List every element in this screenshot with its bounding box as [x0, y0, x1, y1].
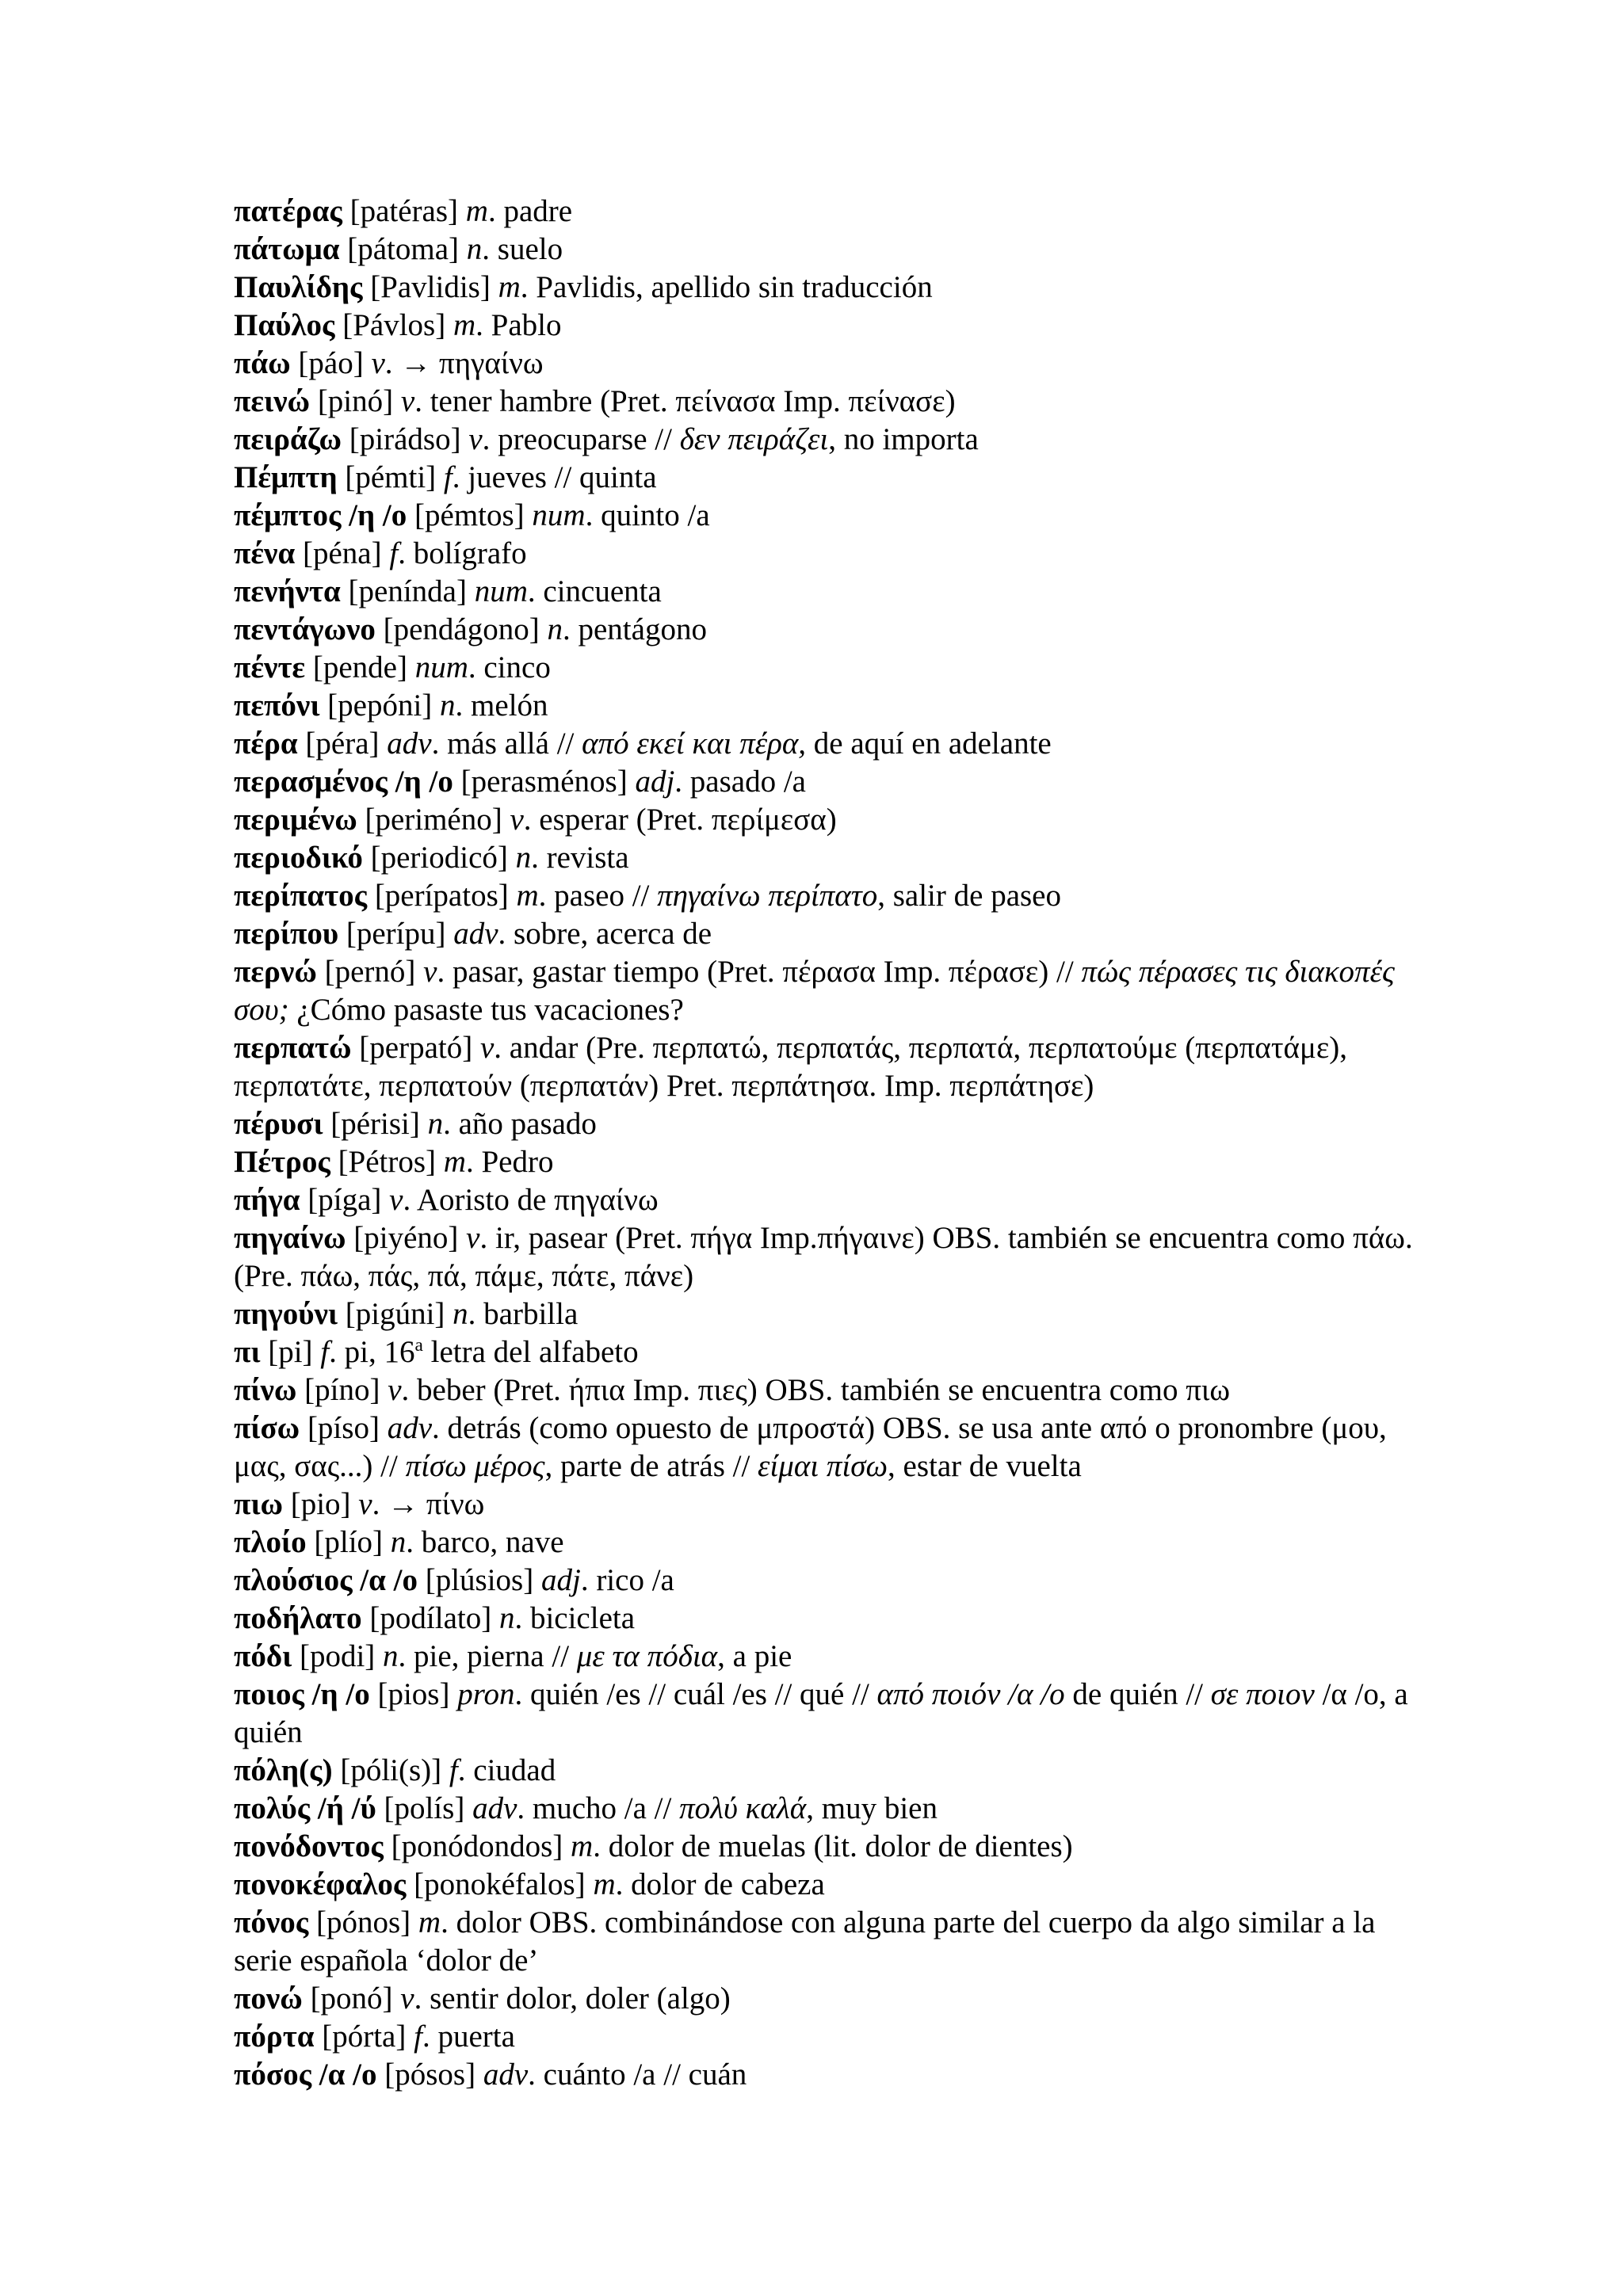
- glossary-entry: [234, 383, 1438, 421]
- italic-text: m: [516, 879, 539, 913]
- italic-text: είμαι πίσω: [758, 1449, 888, 1483]
- headword: πειράζω: [234, 422, 342, 456]
- entry-text: . paseo //: [538, 879, 658, 913]
- entry-text: . cincuenta: [527, 574, 662, 608]
- headword: πονώ: [234, 1981, 303, 2016]
- glossary-entry: [234, 725, 1438, 763]
- glossary-entry: [234, 1105, 1438, 1143]
- entry-text: [penínda]: [340, 574, 475, 608]
- italic-text: v: [371, 346, 385, 380]
- entry-text: . puerta: [422, 2019, 515, 2054]
- entry-text: [péra]: [297, 727, 388, 761]
- italic-text: num: [474, 574, 528, 608]
- italic-text: n: [390, 1525, 407, 1559]
- italic-text: πώς πέρασες τις διακοπές σου;: [234, 955, 1395, 1027]
- entry-text: [plúsios]: [417, 1563, 541, 1597]
- italic-text: m: [465, 194, 488, 228]
- glossary-entry: [234, 1980, 1438, 2018]
- entry-text: . beber (Pret. ήπια Imp. πιες) OBS. también se encuentra como πιω: [401, 1373, 1231, 1407]
- italic-text: m: [443, 1145, 466, 1179]
- entry-text: [piyéno]: [346, 1221, 467, 1255]
- glossary-entry: [234, 1143, 1438, 1181]
- glossary-entry: [234, 915, 1438, 953]
- entry-text: . tener hambre (Pret. πείνασα Imp. πείνασε): [414, 384, 956, 418]
- headword: ποιος /η /ο: [234, 1677, 370, 1711]
- italic-text: adj: [635, 765, 675, 799]
- italic-text: πίσω μέρος: [405, 1449, 545, 1483]
- italic-text: v: [400, 1981, 414, 2016]
- entry-text: . cinco: [468, 650, 551, 685]
- glossary-entry: [234, 1409, 1438, 1486]
- entry-text: . detrás (como opuesto de μπροστά) OBS. se usa ante από o pronombre (μου, μας, σας...) //: [234, 1411, 1387, 1483]
- entry-text: /α /ο, a quién: [234, 1677, 1408, 1749]
- italic-text: n: [515, 841, 532, 875]
- headword: Παυλίδης: [234, 270, 363, 304]
- entry-text: . revista: [531, 841, 629, 875]
- italic-text: από εκεί και πέρα,: [582, 727, 807, 761]
- glossary-entry: [234, 1866, 1438, 1904]
- entry-text: [pórta]: [314, 2019, 414, 2054]
- italic-text: adv: [483, 2058, 529, 2092]
- headword: πολύς /ή /ύ: [234, 1791, 376, 1825]
- glossary-entry: [234, 1219, 1438, 1295]
- entry-text: . jueves // quinta: [452, 460, 657, 494]
- entry-text: . barbilla: [468, 1297, 579, 1331]
- headword: ποδήλατο: [234, 1601, 362, 1635]
- italic-text: f: [443, 460, 453, 494]
- italic-text: δεν πειράζει: [679, 422, 829, 456]
- italic-text: adj: [540, 1563, 581, 1597]
- glossary-entry: [234, 839, 1438, 877]
- italic-text: f: [320, 1335, 330, 1369]
- entry-text: de quién //: [1064, 1677, 1211, 1711]
- italic-text: πολύ καλά: [679, 1791, 807, 1825]
- headword: πόλη(ς): [234, 1753, 333, 1787]
- entry-text: [ponódondos]: [383, 1829, 571, 1863]
- entry-text: [perpató]: [351, 1031, 480, 1065]
- headword: πήγα: [234, 1183, 300, 1217]
- entry-text: . dolor OBS. combinándose con alguna parte del cuerpo da algo similar a la serie española ‘dolor de’: [234, 1905, 1376, 1978]
- entry-text: . → πηγαίνω: [384, 346, 544, 380]
- entry-text: . pentágono: [562, 612, 707, 646]
- glossary-entry: [234, 1333, 1438, 1371]
- headword: πλούσιος /α /ο: [234, 1563, 418, 1597]
- glossary-entry: [234, 801, 1438, 839]
- italic-text: n: [383, 1639, 399, 1673]
- headword: περνώ: [234, 955, 317, 989]
- headword: περασμένος /η /ο: [234, 765, 453, 799]
- glossary-entry: [234, 2056, 1438, 2094]
- glossary-entry: [234, 193, 1438, 231]
- headword: πόσος /α /ο: [234, 2058, 377, 2092]
- headword: πηγούνι: [234, 1297, 338, 1331]
- italic-text: pron: [457, 1677, 515, 1711]
- headword: πατέρας: [234, 194, 342, 228]
- entry-text: . andar (Pre. περπατώ, περπατάς, περπατά, περπατούμε (περπατάμε), περπατάτε, περπατούν (περπατάν) Pret. περπάτησα. Imp. περπάτησε): [234, 1031, 1347, 1103]
- entry-text: , no importa: [828, 422, 979, 456]
- headword: πονοκέφαλος: [234, 1867, 407, 1901]
- italic-text: m: [571, 1829, 594, 1863]
- glossary-entry: [234, 1486, 1438, 1524]
- entry-text: . bicicleta: [514, 1601, 636, 1635]
- headword: πόρτα: [234, 2019, 315, 2054]
- italic-text: n: [498, 1601, 515, 1635]
- entry-text: . más allá //: [431, 727, 582, 761]
- headword: περίπου: [234, 917, 339, 951]
- entry-text: . pi, 16: [329, 1335, 415, 1369]
- headword: πένα: [234, 536, 296, 570]
- italic-text: n: [547, 612, 563, 646]
- entry-text: [píno]: [296, 1373, 388, 1407]
- glossary-entry: [234, 1752, 1438, 1790]
- entry-text: [pátoma]: [339, 232, 467, 266]
- headword: πέμπτος /η /ο: [234, 498, 407, 532]
- entry-text: . Aoristo de πηγαίνω: [403, 1183, 659, 1217]
- entry-text: [periméno]: [357, 803, 510, 837]
- headword: περιμένω: [234, 803, 357, 837]
- entry-text: letra del alfabeto: [422, 1335, 639, 1369]
- glossary-entry: [234, 649, 1438, 687]
- entry-text: [Pávlos]: [334, 308, 453, 342]
- entry-text: [pios]: [369, 1677, 458, 1711]
- italic-text: num: [532, 498, 586, 532]
- headword: Παύλος: [234, 308, 335, 342]
- italic-text: v: [468, 422, 483, 456]
- entry-text: [pernó]: [316, 955, 424, 989]
- entry-text: [pende]: [305, 650, 415, 685]
- headword: πονόδοντος: [234, 1829, 384, 1863]
- italic-text: num: [414, 650, 468, 685]
- glossary-entry: [234, 1790, 1438, 1828]
- glossary-entry: [234, 1600, 1438, 1638]
- entry-text: . ir, pasear (Pret. πήγα Imp.πήγαινε) OBS. también se encuentra como πάω. (Pre. πάω, πάς, πά, πάμε, πάτε, πάνε): [234, 1221, 1413, 1293]
- entry-text: [póli(s)]: [332, 1753, 449, 1787]
- entry-text: [pónos]: [308, 1905, 418, 1939]
- entry-text: . mucho /a //: [517, 1791, 680, 1825]
- glossary-entry: [234, 1676, 1438, 1752]
- headword: πίσω: [234, 1411, 300, 1445]
- entry-text: [pendágono]: [375, 612, 548, 646]
- entry-text: , salir de paseo: [877, 879, 1061, 913]
- entry-text: . Pedro: [465, 1145, 554, 1179]
- entry-text: . esperar (Pret. περίμεσα): [523, 803, 837, 837]
- italic-text: v: [423, 955, 437, 989]
- headword: πι: [234, 1335, 261, 1369]
- entry-text: [perasménos]: [453, 765, 636, 799]
- entry-text: , parte de atrás //: [544, 1449, 758, 1483]
- entry-text: [pigúni]: [338, 1297, 453, 1331]
- headword: πόνος: [234, 1905, 309, 1939]
- italic-text: n: [453, 1297, 468, 1331]
- entry-text: [ponó]: [302, 1981, 401, 2016]
- glossary-entry: [234, 763, 1438, 801]
- glossary-entry: [234, 1371, 1438, 1409]
- headword: πόδι: [234, 1639, 292, 1673]
- entry-text: [podi]: [292, 1639, 384, 1673]
- entry-text: . pasado /a: [674, 765, 806, 799]
- glossary-entry: [234, 1029, 1438, 1105]
- glossary-entry: [234, 345, 1438, 383]
- entry-text: . suelo: [482, 232, 563, 266]
- headword: πενήντα: [234, 574, 341, 608]
- headword: περιοδικό: [234, 841, 363, 875]
- headword: πέρυσι: [234, 1107, 323, 1141]
- entry-text: . pasar, gastar tiempo (Pret. πέρασα Imp. πέρασε) //: [437, 955, 1082, 989]
- italic-text: m: [498, 270, 521, 304]
- italic-text: n: [427, 1107, 444, 1141]
- glossary-entry: [234, 611, 1438, 649]
- entry-text: . pie, pierna //: [398, 1639, 577, 1673]
- entry-text: [pinó]: [310, 384, 401, 418]
- entry-text: [pi]: [260, 1335, 321, 1369]
- entry-text: [pepóni]: [319, 688, 441, 723]
- italic-text: adv: [453, 917, 498, 951]
- entry-text: ¿Cómo pasaste tus vacaciones?: [288, 993, 684, 1027]
- italic-text: adv: [387, 1411, 432, 1445]
- italic-text: v: [510, 803, 524, 837]
- entry-text: . cuánto /a // cuán: [528, 2058, 747, 2092]
- headword: πάτωμα: [234, 232, 340, 266]
- entry-text: , a pie: [717, 1639, 792, 1673]
- entry-text: [podílato]: [361, 1601, 499, 1635]
- headword: πάω: [234, 346, 291, 380]
- entry-text: . ciudad: [457, 1753, 556, 1787]
- entry-text: [páo]: [290, 346, 372, 380]
- glossary-entry: [234, 573, 1438, 611]
- italic-text: πηγαίνω περίπατο: [657, 879, 878, 913]
- glossary-entry: [234, 1828, 1438, 1866]
- entry-text: . año pasado: [443, 1107, 597, 1141]
- italic-text: f: [449, 1753, 458, 1787]
- italic-text: n: [466, 232, 483, 266]
- entry-text: . → πίνω: [372, 1487, 485, 1521]
- glossary-entry: [234, 1181, 1438, 1219]
- entry-text: . barco, nave: [406, 1525, 564, 1559]
- glossary-entry: [234, 1904, 1438, 1980]
- glossary-entry: [234, 497, 1438, 535]
- headword: πεινώ: [234, 384, 311, 418]
- glossary-entry: [234, 269, 1438, 307]
- entry-text: [pirádso]: [342, 422, 469, 456]
- entry-text: [patéras]: [342, 194, 466, 228]
- italic-text: adv: [472, 1791, 517, 1825]
- headword: πεπόνι: [234, 688, 320, 723]
- italic-text: με τα πόδια: [576, 1639, 718, 1673]
- italic-text: f: [389, 536, 399, 570]
- entry-text: . sobre, acerca de: [498, 917, 712, 951]
- glossary-entry: [234, 1562, 1438, 1600]
- italic-text: f: [414, 2019, 422, 2054]
- glossary-entry: [234, 307, 1438, 345]
- entry-text: . sentir dolor, doler (algo): [414, 1981, 731, 2016]
- glossary-entry: [234, 2018, 1438, 2056]
- glossary-entry: [234, 421, 1438, 459]
- glossary-entry: [234, 1295, 1438, 1333]
- italic-text: adv: [387, 727, 432, 761]
- entry-text: . melón: [455, 688, 548, 723]
- italic-text: n: [440, 688, 456, 723]
- italic-text: m: [593, 1867, 616, 1901]
- entry-text: [Pétros]: [330, 1145, 444, 1179]
- italic-text: v: [479, 1031, 495, 1065]
- entry-text: [pio]: [282, 1487, 359, 1521]
- entry-text: [pémti]: [337, 460, 444, 494]
- entry-text: , estar de vuelta: [888, 1449, 1082, 1483]
- entry-text: [pémtos]: [407, 498, 533, 532]
- entry-text: [polís]: [376, 1791, 473, 1825]
- headword: πέρα: [234, 727, 298, 761]
- glossary-entry: [234, 231, 1438, 269]
- entry-text: . bolígrafo: [398, 536, 527, 570]
- superscript: a: [414, 1335, 423, 1356]
- glossary-entry: [234, 877, 1438, 915]
- entry-text: [periodicó]: [362, 841, 516, 875]
- glossary-entry: [234, 953, 1438, 1029]
- entry-text: [pósos]: [376, 2058, 483, 2092]
- entry-text: [périsi]: [323, 1107, 428, 1141]
- entry-text: . dolor de muelas (lit. dolor de dientes): [593, 1829, 1073, 1863]
- italic-text: v: [389, 1183, 403, 1217]
- italic-text: m: [418, 1905, 441, 1939]
- entry-text: de aquí en adelante: [806, 727, 1052, 761]
- italic-text: v: [466, 1221, 480, 1255]
- entry-text: , muy bien: [806, 1791, 938, 1825]
- entry-text: [péna]: [295, 536, 390, 570]
- entry-text: . Pablo: [475, 308, 562, 342]
- glossary-entries: [234, 193, 1438, 2094]
- entry-text: [píso]: [300, 1411, 388, 1445]
- italic-text: v: [400, 384, 415, 418]
- entry-text: [perípatos]: [367, 879, 517, 913]
- entry-text: . Pavlidis, apellido sin traducción: [520, 270, 933, 304]
- entry-text: [Pavlidis]: [362, 270, 498, 304]
- italic-text: m: [453, 308, 476, 342]
- entry-text: . rico /a: [580, 1563, 674, 1597]
- italic-text: v: [388, 1373, 402, 1407]
- headword: πέντε: [234, 650, 306, 685]
- glossary-entry: [234, 459, 1438, 497]
- glossary-entry: [234, 687, 1438, 725]
- headword: πιω: [234, 1487, 283, 1521]
- entry-text: [plío]: [306, 1525, 391, 1559]
- italic-text: v: [358, 1487, 372, 1521]
- headword: Πέμπτη: [234, 460, 338, 494]
- entry-text: [píga]: [300, 1183, 390, 1217]
- headword: Πέτρος: [234, 1145, 330, 1179]
- headword: πηγαίνω: [234, 1221, 346, 1255]
- headword: πίνω: [234, 1373, 297, 1407]
- headword: περπατώ: [234, 1031, 352, 1065]
- headword: περίπατος: [234, 879, 368, 913]
- entry-text: . quién /es // cuál /es // qué //: [514, 1677, 877, 1711]
- entry-text: . preocuparse //: [482, 422, 680, 456]
- entry-text: [ponokéfalos]: [406, 1867, 594, 1901]
- entry-text: . padre: [487, 194, 573, 228]
- glossary-entry: [234, 1638, 1438, 1676]
- entry-text: . quinto /a: [585, 498, 710, 532]
- entry-text: . dolor de cabeza: [615, 1867, 825, 1901]
- italic-text: από ποιόν /α /ο: [876, 1677, 1065, 1711]
- glossary-entry: [234, 1524, 1438, 1562]
- entry-text: [perípu]: [338, 917, 454, 951]
- headword: πεντάγωνο: [234, 612, 376, 646]
- glossary-entry: [234, 535, 1438, 573]
- headword: πλοίο: [234, 1525, 307, 1559]
- italic-text: σε ποιον: [1210, 1677, 1315, 1711]
